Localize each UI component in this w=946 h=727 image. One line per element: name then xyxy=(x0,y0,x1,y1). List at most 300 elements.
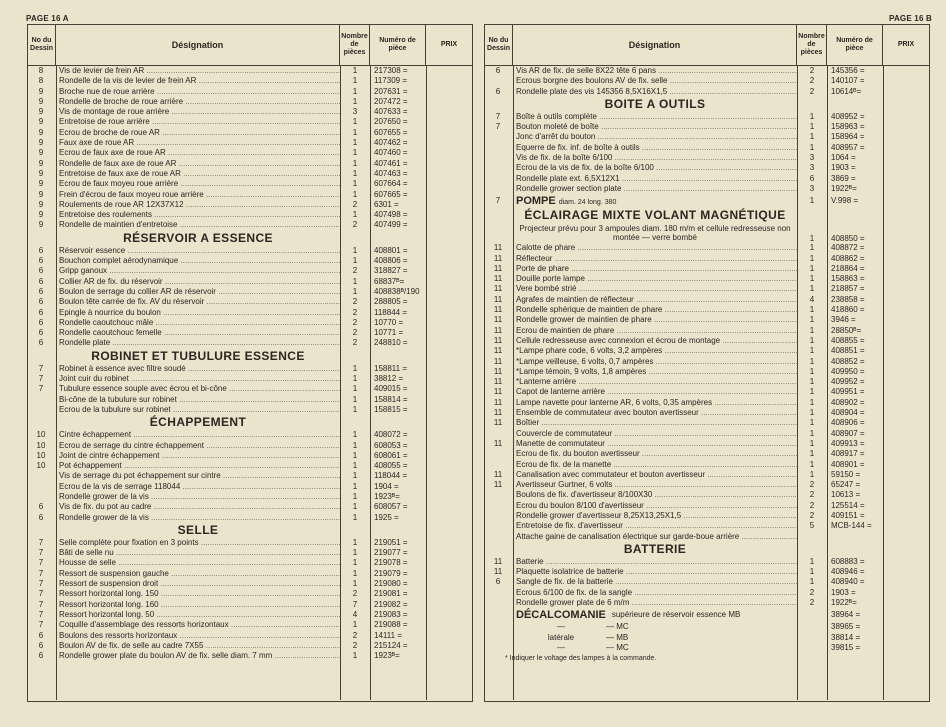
decal-detail: — MB xyxy=(606,632,629,642)
part-quantity: 1 xyxy=(809,346,815,356)
part-designation: Tubulure essence souple avec écrou et bi-cône ..... xyxy=(56,384,340,394)
table-row xyxy=(485,643,929,653)
part-quantity: 2 xyxy=(809,598,815,608)
part-number xyxy=(827,532,883,542)
part-designation: Joint de cintre échappement ..... xyxy=(56,451,340,461)
table-row xyxy=(28,620,472,630)
part-designation-detail: diam. 24 long. 380 xyxy=(558,199,617,207)
part-designation: Rondelle plate des vis 145356 8,5X16X1,5 ..... xyxy=(513,87,797,97)
part-number: 409951 = xyxy=(831,387,865,397)
part-designation: Sangle de fix. de la batterie ..... xyxy=(513,577,797,587)
drawing-no xyxy=(28,492,56,502)
part-quantity: 7 xyxy=(352,599,358,609)
drawing-no xyxy=(485,429,513,439)
drawing-no: 6 xyxy=(495,66,501,75)
drawing-no xyxy=(28,471,56,481)
table-row xyxy=(485,223,929,243)
drawing-no: 10 xyxy=(36,450,46,460)
part-quantity: 1 xyxy=(352,127,358,137)
part-designation: Ecrou du boulon 8/100 d'avertisseur ..... xyxy=(513,501,797,511)
table-row xyxy=(485,76,929,86)
table-row xyxy=(485,557,929,567)
part-quantity: 1 xyxy=(809,377,815,387)
part-designation: Equerre de fix. inf. de boîte à outils ..... xyxy=(513,143,797,153)
part-number: 1925 = xyxy=(374,512,399,522)
part-designation: POMPE diam. 24 long. 380 xyxy=(516,195,617,208)
drawing-no xyxy=(485,184,513,194)
drawing-no: 11 xyxy=(493,315,503,325)
table-row xyxy=(485,470,929,480)
drawing-no xyxy=(485,153,513,163)
part-number: 408907 = xyxy=(831,428,865,438)
table-row xyxy=(28,190,472,200)
part-number: 219083 = xyxy=(374,609,408,619)
drawing-no: 6 xyxy=(38,307,44,317)
table-row xyxy=(485,521,929,531)
drawing-no: 7 xyxy=(495,196,501,206)
part-number: 38814 = xyxy=(831,632,861,642)
drawing-no: 7 xyxy=(495,122,501,132)
part-number: 217308 = xyxy=(374,66,408,75)
part-number: 407461 = xyxy=(374,158,408,168)
drawing-no: 6 xyxy=(38,651,44,661)
drawing-no: 7 xyxy=(38,548,44,558)
part-quantity: 1 xyxy=(352,117,358,127)
section-heading-row xyxy=(28,415,472,430)
part-designation: Vis de levier de frein AR ..... xyxy=(56,66,340,76)
drawing-no xyxy=(485,622,513,632)
table-row xyxy=(485,66,929,76)
drawing-no xyxy=(28,415,56,430)
section-heading-row xyxy=(28,231,472,246)
drawing-no: 11 xyxy=(493,294,503,304)
section-title: SELLE xyxy=(177,522,219,537)
drawing-no: 11 xyxy=(493,397,503,407)
part-designation: Boulons des ressorts horizontaux ..... xyxy=(56,631,340,641)
part-number: 418860 = xyxy=(831,305,865,315)
table-row xyxy=(485,163,929,173)
part-quantity: 1 xyxy=(809,408,815,418)
drawing-no xyxy=(485,598,513,608)
part-quantity: 1 xyxy=(809,335,815,345)
part-quantity: 1 xyxy=(809,469,815,479)
part-number: 6301 = xyxy=(374,199,399,209)
part-quantity: 1 xyxy=(352,179,358,189)
part-designation: Joint cuir du robinet ..... xyxy=(56,374,340,384)
table-row xyxy=(28,430,472,440)
parts-table-left xyxy=(27,24,473,702)
part-quantity: 1 xyxy=(352,548,358,558)
table-row xyxy=(28,66,472,76)
part-number: 38965 = xyxy=(831,622,861,632)
part-designation: Canalisation avec commutateur et bouton avertisseur ..... xyxy=(513,470,797,480)
table-row xyxy=(485,132,929,142)
drawing-no: 9 xyxy=(38,96,44,106)
part-quantity: 1 xyxy=(352,148,358,158)
part-quantity: 2 xyxy=(352,640,358,650)
part-number: 408917 = xyxy=(831,449,865,459)
drawing-no: 10 xyxy=(36,440,46,450)
section-title: ÉCLAIRAGE MIXTE VOLANT MAGNÉTIQUE xyxy=(524,208,786,223)
part-designation: Rondelle grower de la vis ..... xyxy=(56,492,340,502)
part-quantity: 1 xyxy=(809,243,815,253)
decal-name: latérale xyxy=(547,632,575,642)
part-designation: Ressort de suspension gauche ..... xyxy=(56,569,340,579)
section-title: BOITE A OUTILS xyxy=(604,96,706,111)
drawing-no: 7 xyxy=(38,620,44,630)
table-row xyxy=(485,439,929,449)
drawing-no xyxy=(485,511,513,521)
section-heading-row xyxy=(485,208,929,223)
part-designation: Faux axe de roue AR ..... xyxy=(56,138,340,148)
part-number: 408902 = xyxy=(831,397,865,407)
part-quantity: 1 xyxy=(809,253,815,263)
part-quantity xyxy=(797,608,827,622)
drawing-no: 6 xyxy=(495,86,501,96)
part-designation: Coquille d'assemblage des ressorts horizontaux ..... xyxy=(56,620,340,630)
drawing-no xyxy=(485,76,513,86)
part-quantity: 2 xyxy=(352,328,358,338)
drawing-no: 7 xyxy=(38,609,44,619)
part-quantity: 1 xyxy=(809,449,815,459)
section-heading-row xyxy=(485,97,929,112)
part-number: 288805 = xyxy=(374,297,408,307)
part-designation: Avertisseur Gurtner, 6 volts ..... xyxy=(513,480,797,490)
part-designation: Réflecteur ..... xyxy=(513,254,797,264)
part-designation: Entretoise des roulements ..... xyxy=(56,210,340,220)
part-designation: Gripp ganoux ..... xyxy=(56,266,340,276)
drawing-no: 11 xyxy=(493,253,503,263)
table-row xyxy=(485,346,929,356)
part-quantity: 1 xyxy=(352,471,358,481)
part-quantity: 2 xyxy=(352,307,358,317)
part-number: 140107 = xyxy=(831,76,865,86)
table-row xyxy=(485,174,929,184)
table-row xyxy=(28,405,472,415)
part-number: MCB-144 = xyxy=(831,521,872,531)
table-row xyxy=(485,357,929,367)
part-number: 608057 = xyxy=(374,502,408,512)
drawing-no xyxy=(485,643,513,653)
section-heading-row xyxy=(28,523,472,538)
part-number: 219079 = xyxy=(374,568,408,578)
part-quantity: 2 xyxy=(352,199,358,209)
part-designation: Attache gaine de canalisation électrique sur garde-boue arrière ..... xyxy=(513,532,797,542)
part-quantity: 1 xyxy=(352,168,358,178)
table-row xyxy=(28,384,472,394)
part-designation: Ecrou de faux moyeu roue arrière ..... xyxy=(56,179,340,189)
drawing-no xyxy=(485,532,513,542)
section-heading-row xyxy=(485,542,929,557)
part-quantity: 2 xyxy=(352,338,358,348)
table-row xyxy=(28,148,472,158)
table-row xyxy=(485,153,929,163)
table-row xyxy=(28,579,472,589)
table-row xyxy=(28,558,472,568)
drawing-no: 11 xyxy=(493,366,503,376)
part-number: 219088 = xyxy=(374,620,408,630)
part-quantity: 2 xyxy=(352,297,358,307)
table-row xyxy=(485,622,929,632)
drawing-no: 6 xyxy=(38,276,44,286)
table-row xyxy=(28,179,472,189)
part-quantity: 1 xyxy=(352,491,358,501)
part-number: 409151 = xyxy=(831,510,865,520)
part-quantity: 3 xyxy=(352,107,358,117)
drawing-no xyxy=(485,490,513,500)
part-quantity: 4 xyxy=(809,294,815,304)
part-designation: Boulon de serrage du collier AR de réservoir ..... xyxy=(56,287,340,297)
part-quantity xyxy=(797,643,827,653)
part-designation: Ecrou de maintien de phare ..... xyxy=(513,326,797,336)
drawing-no: 6 xyxy=(38,245,44,255)
table-row xyxy=(485,633,929,643)
drawing-no xyxy=(485,521,513,531)
drawing-no: 11 xyxy=(493,243,503,253)
drawing-no: 9 xyxy=(38,179,44,189)
part-quantity: 1 xyxy=(352,210,358,220)
part-designation: Vis de fix. du pot au cadre ..... xyxy=(56,502,340,512)
table-row xyxy=(28,492,472,502)
part-number: 409015 = xyxy=(374,384,408,394)
part-quantity: 1 xyxy=(352,450,358,460)
part-number: 158863 = xyxy=(831,274,865,284)
part-quantity: 2 xyxy=(352,630,358,640)
table-row xyxy=(485,387,929,397)
part-number: 408855 = xyxy=(831,335,865,345)
header-no: No du Dessin xyxy=(28,25,56,65)
part-quantity: 1 xyxy=(352,568,358,578)
part-number: 607665 = xyxy=(374,189,408,199)
part-number: 407463 = xyxy=(374,168,408,178)
header-numero: Numéro de pièce xyxy=(827,25,883,65)
part-quantity xyxy=(797,622,827,632)
table-row xyxy=(28,266,472,276)
part-number: 207650 = xyxy=(374,117,408,127)
part-designation: Rondelle grower de maintien de phare ..... xyxy=(513,315,797,325)
part-quantity: 1 xyxy=(352,363,358,373)
part-quantity: 1 xyxy=(809,418,815,428)
part-number: 407462 = xyxy=(374,138,408,148)
part-designation: Vis AR de fix. de selle 8X22 tête 6 pans ..... xyxy=(513,66,797,76)
decal-name: — xyxy=(557,642,565,652)
part-number: 68837ᴮ= xyxy=(374,276,405,286)
drawing-no xyxy=(28,395,56,405)
table-row xyxy=(485,398,929,408)
part-designation: Boîtier ..... xyxy=(513,418,797,428)
part-number: 607655 = xyxy=(374,127,408,137)
decal-detail: — MC xyxy=(606,642,629,652)
drawing-no: 7 xyxy=(38,537,44,547)
part-number: 608061 = xyxy=(374,450,408,460)
part-designation: Boulon tête carrée de fix. AV du réservoir ..... xyxy=(56,297,340,307)
section-heading-row xyxy=(28,349,472,364)
part-number: V.998 = xyxy=(831,196,859,206)
drawing-no: 9 xyxy=(38,107,44,117)
part-quantity: 1 xyxy=(809,132,815,142)
part-quantity: 2 xyxy=(809,500,815,510)
drawing-no: 6 xyxy=(38,328,44,338)
table-row xyxy=(28,461,472,471)
section-title: ÉCHAPPEMENT xyxy=(149,415,247,430)
table-row xyxy=(28,441,472,451)
table-row xyxy=(28,107,472,117)
part-number: 608883 = xyxy=(831,556,865,566)
part-number: 407633 = xyxy=(374,107,408,117)
part-quantity: 1 xyxy=(809,142,815,152)
table-header xyxy=(28,25,472,66)
part-designation: Rondelle grower section plate ..... xyxy=(513,184,797,194)
part-number: 1903 = xyxy=(831,587,856,597)
decal-detail: supérieure de réservoir essence MB xyxy=(611,610,741,620)
part-number: 10770 = xyxy=(374,317,404,327)
part-quantity: 1 xyxy=(809,387,815,397)
part-designation xyxy=(513,608,797,622)
table-row xyxy=(485,367,929,377)
table-row xyxy=(485,588,929,598)
part-designation: Bouchon complet aérodynamique ..... xyxy=(56,256,340,266)
table-row xyxy=(28,159,472,169)
table-row xyxy=(485,274,929,284)
drawing-no xyxy=(485,588,513,598)
part-designation: Entretoise de fix. d'avertisseur ..... xyxy=(513,521,797,531)
part-designation: Jonc d'arrêt du bouton ..... xyxy=(513,132,797,142)
part-quantity: 1 xyxy=(352,158,358,168)
drawing-no: 11 xyxy=(493,346,503,356)
drawing-no: 11 xyxy=(493,418,503,428)
drawing-no: 6 xyxy=(38,256,44,266)
drawing-no: 11 xyxy=(493,305,503,315)
part-designation: Batterie ..... xyxy=(513,557,797,567)
drawing-no: 9 xyxy=(38,148,44,158)
part-number: 607664 = xyxy=(374,179,408,189)
part-quantity: 2 xyxy=(809,66,815,75)
drawing-no: 11 xyxy=(493,325,503,335)
header-nombre: Nombre de pièces xyxy=(797,25,827,65)
part-quantity: 2 xyxy=(809,480,815,490)
table-row xyxy=(28,569,472,579)
drawing-no: 11 xyxy=(493,335,503,345)
part-number: 158811 = xyxy=(374,363,407,373)
part-designation: Ecrous borgne des boulons AV de fix. selle ..... xyxy=(513,76,797,86)
part-number: 1903 = xyxy=(831,163,856,173)
part-quantity: 2 xyxy=(352,589,358,599)
part-quantity: 1 xyxy=(809,567,815,577)
drawing-no xyxy=(485,460,513,470)
part-designation: Rondelle de maintien d'entretoise ..... xyxy=(56,220,340,230)
part-quantity: 2 xyxy=(809,510,815,520)
part-quantity: 1 xyxy=(352,512,358,522)
part-designation: Roulements de roue AR 12X37X12 ..... xyxy=(56,200,340,210)
part-designation: Vis de montage de roue arrière ..... xyxy=(56,107,340,117)
drawing-no: 9 xyxy=(38,189,44,199)
part-number: 125514 = xyxy=(831,500,865,510)
header-numero: Numéro de pièce xyxy=(370,25,426,65)
header-nombre: Nombre de pièces xyxy=(340,25,370,65)
part-number: 408904 = xyxy=(831,408,865,418)
part-quantity: 1 xyxy=(352,245,358,255)
part-designation: Rondelle de broche de roue arrière ..... xyxy=(56,97,340,107)
part-designation: Ecrou de la tubulure sur robinet ..... xyxy=(56,405,340,415)
part-number: 408872 = xyxy=(831,243,865,253)
part-quantity: 1 xyxy=(809,196,815,206)
table-row xyxy=(28,128,472,138)
part-number: 219051 = xyxy=(374,537,408,547)
part-designation: Rondelle plate ext. 6,5X12X1 ..... xyxy=(513,174,797,184)
part-quantity: 1 xyxy=(809,325,815,335)
part-number: 1923ᴮ= xyxy=(374,651,400,661)
drawing-no: 11 xyxy=(493,567,503,577)
part-designation: Housse de selle ..... xyxy=(56,558,340,568)
part-designation: Bouton moleté de boîte ..... xyxy=(513,122,797,132)
part-number: 118844 = xyxy=(374,307,407,317)
part-designation: Porte de phare ..... xyxy=(513,264,797,274)
page-number-right: PAGE 16 B xyxy=(889,14,932,23)
table-row xyxy=(485,577,929,587)
drawing-no: 6 xyxy=(38,338,44,348)
part-number: 408940 = xyxy=(831,577,865,587)
part-number: 408946 = xyxy=(831,567,865,577)
part-number: 1922ᴮ= xyxy=(831,183,857,193)
table-row xyxy=(485,377,929,387)
part-number: 238858 = xyxy=(831,294,865,304)
drawing-no: 11 xyxy=(493,274,503,284)
drawing-no: 7 xyxy=(38,363,44,373)
part-number: 215124 = xyxy=(374,640,408,650)
decal-name: DÉCALCOMANIE xyxy=(516,609,606,622)
table-row xyxy=(28,138,472,148)
part-number: 117309 = xyxy=(374,76,407,86)
table-row xyxy=(485,418,929,428)
part-quantity: 5 xyxy=(809,521,815,531)
part-quantity: 6 xyxy=(809,173,815,183)
part-designation: *Lampe témoin, 9 volts, 1,8 ampères ..... xyxy=(513,367,797,377)
part-number: 207472 = xyxy=(374,96,408,106)
drawing-no: 10 xyxy=(36,461,46,471)
part-designation: Ecrou de broche de roue AR ..... xyxy=(56,128,340,138)
table-row xyxy=(485,511,929,521)
part-number: 1904 = xyxy=(374,481,399,491)
drawing-no: 7 xyxy=(38,558,44,568)
table-row xyxy=(485,480,929,490)
part-quantity: 3 xyxy=(809,153,815,163)
table-row xyxy=(28,451,472,461)
part-designation: Vis de serrage du pot échappement sur cintre ..... xyxy=(56,471,340,481)
part-quantity: 1 xyxy=(809,111,815,121)
drawing-no: 11 xyxy=(493,556,503,566)
table-row xyxy=(485,315,929,325)
part-designation: Collier AR de fix. du réservoir ..... xyxy=(56,277,340,287)
part-quantity: 1 xyxy=(809,263,815,273)
part-quantity: 1 xyxy=(352,256,358,266)
part-designation: Cellule redresseuse avec connexion et écrou de montage ..... xyxy=(513,336,797,346)
part-number: 408838ᴮ/190 xyxy=(374,286,420,296)
part-quantity: 2 xyxy=(809,587,815,597)
part-quantity: 1 xyxy=(352,374,358,384)
table-row xyxy=(485,264,929,274)
drawing-no: 6 xyxy=(38,297,44,307)
part-quantity: 1 xyxy=(352,558,358,568)
table-row xyxy=(485,429,929,439)
part-number: 408852 = xyxy=(831,356,865,366)
part-designation: Rondelle caoutchouc femelle ..... xyxy=(56,328,340,338)
table-row xyxy=(28,97,472,107)
drawing-no: 11 xyxy=(493,377,503,387)
part-number: 219078 = xyxy=(374,558,408,568)
section-title: RÉSERVOIR A ESSENCE xyxy=(123,230,273,245)
drawing-no: 6 xyxy=(38,266,44,276)
part-number: 219081 = xyxy=(374,589,408,599)
